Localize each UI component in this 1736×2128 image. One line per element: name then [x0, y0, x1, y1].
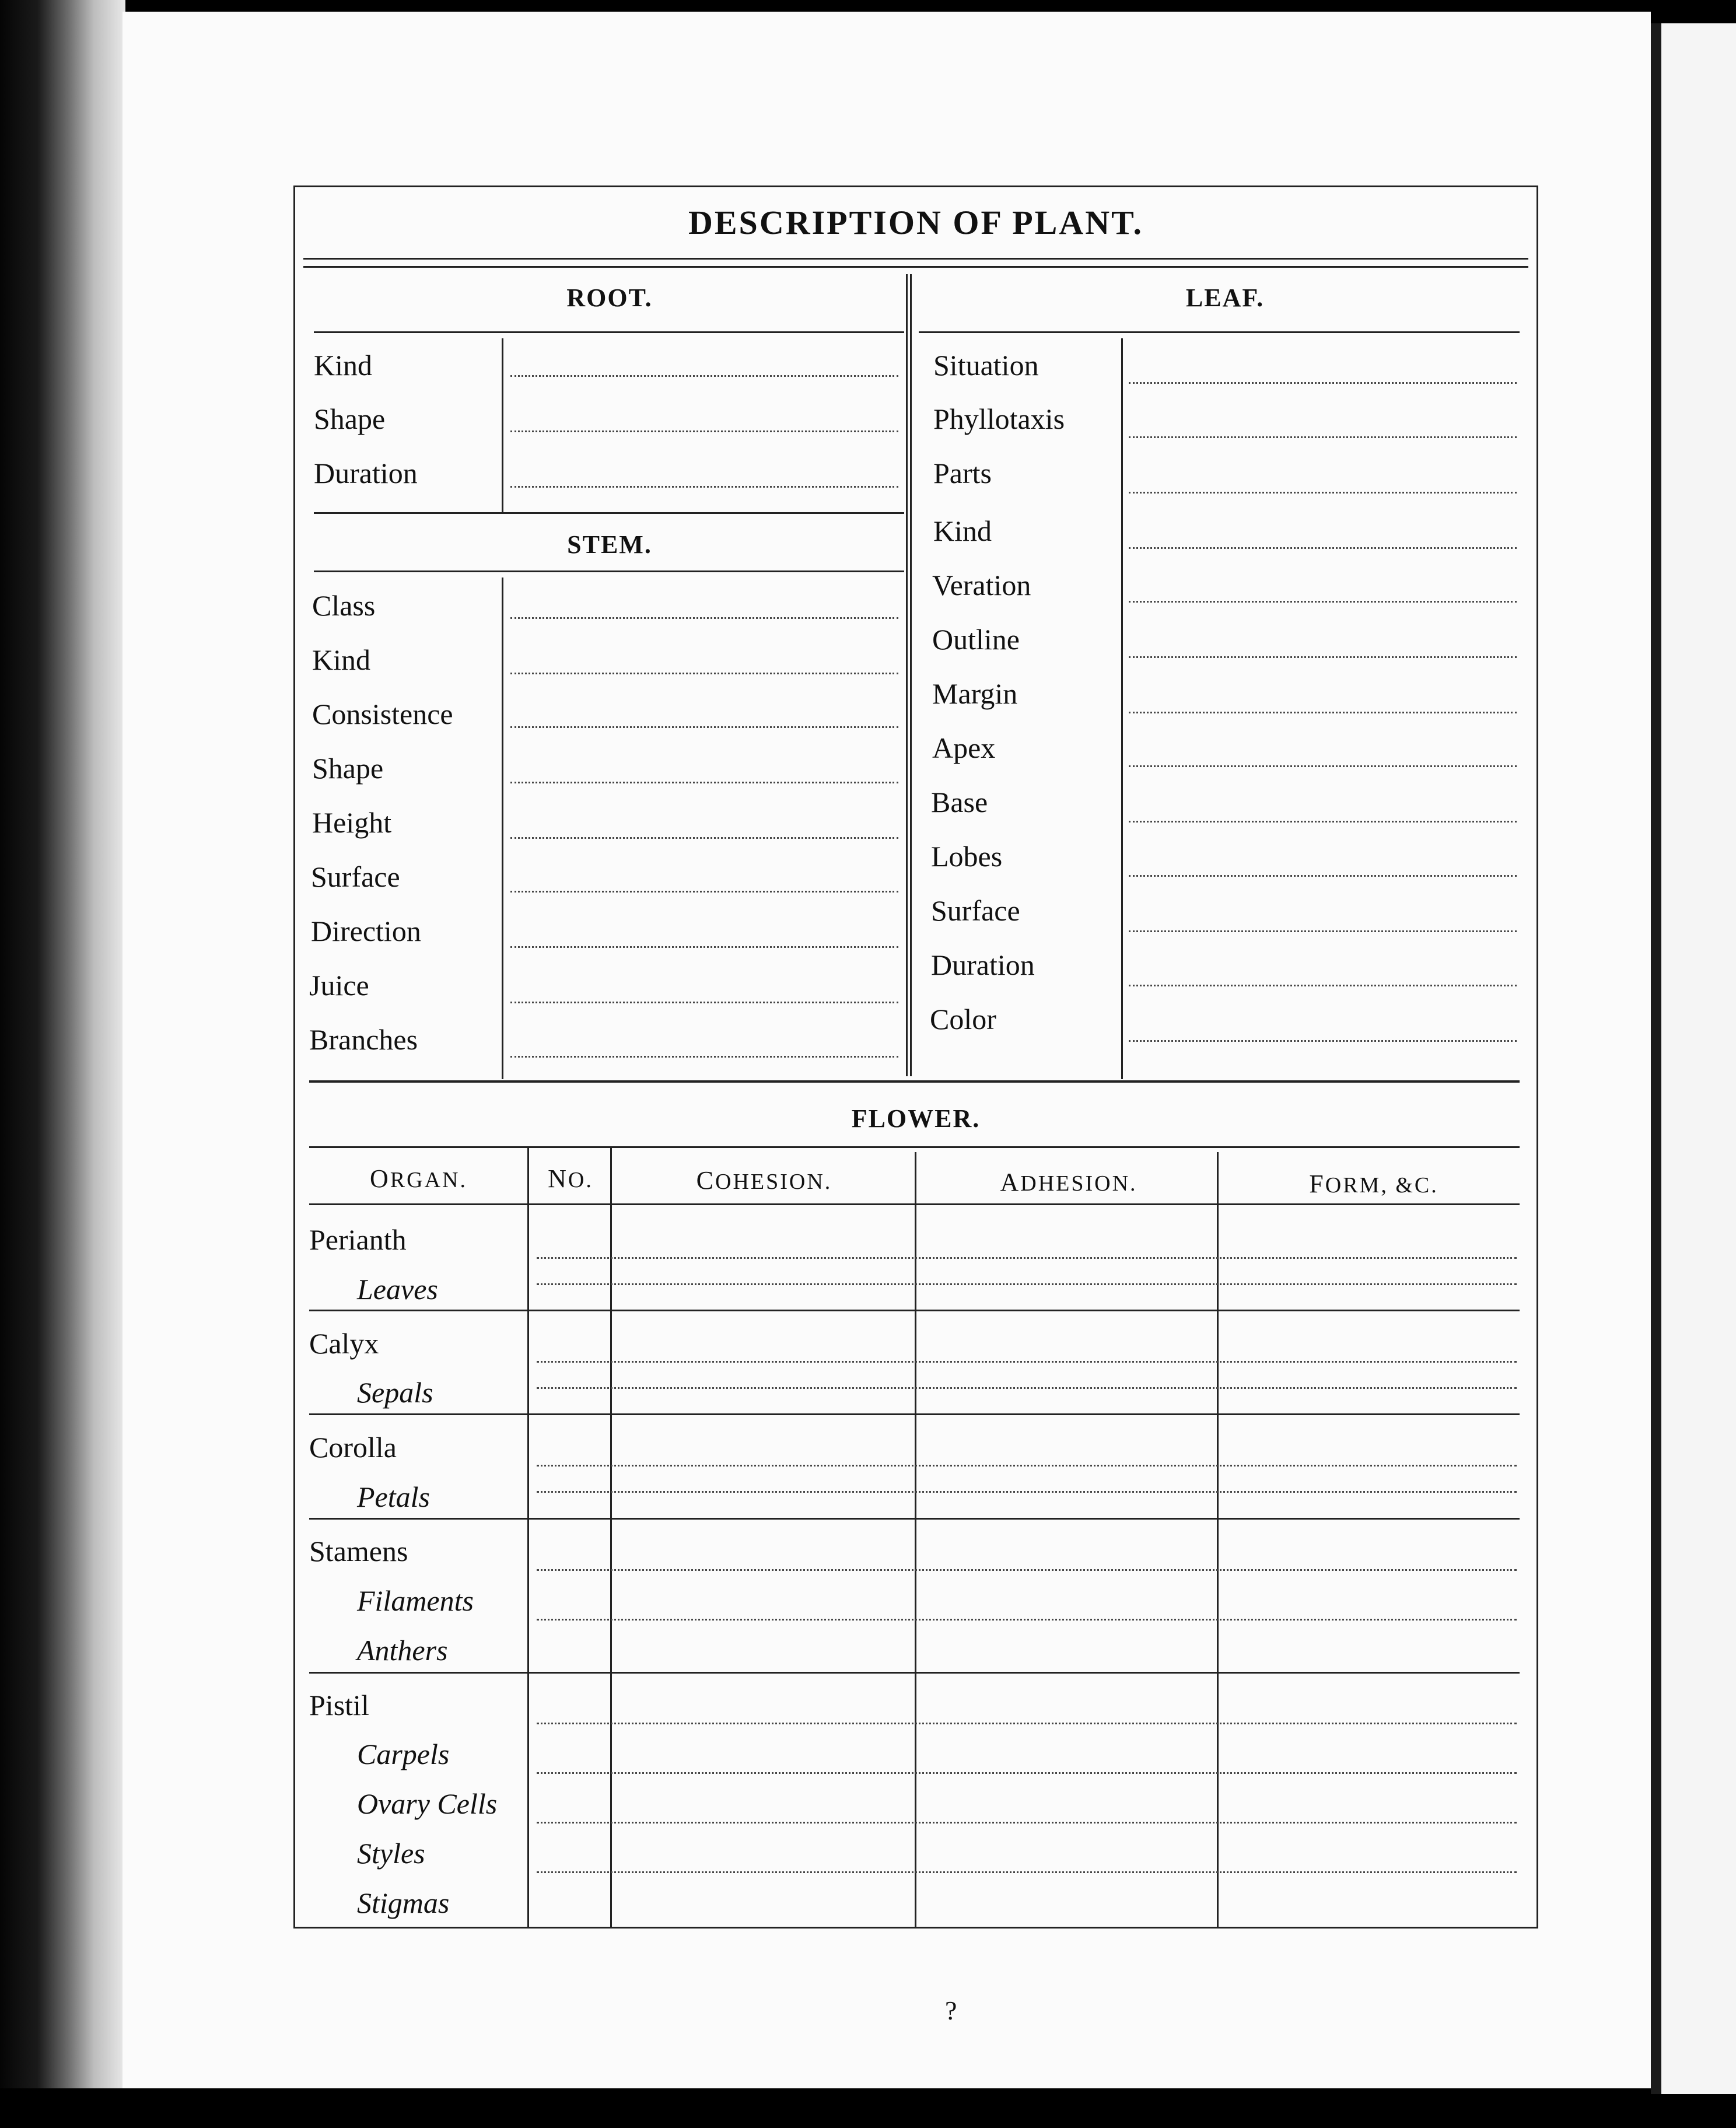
root-entry-line[interactable] [510, 486, 898, 488]
root-field-label: Shape [314, 402, 386, 435]
organ-part-label: Petals [357, 1480, 430, 1513]
stem-entry-line[interactable] [510, 673, 898, 674]
organ-group-rule [309, 1413, 1520, 1415]
stem-field-label: Direction [311, 915, 421, 947]
root-leaf-divider-2 [906, 274, 908, 1076]
cohesion-column-divider [915, 1152, 916, 1927]
flower-entry-line[interactable] [537, 1619, 1517, 1620]
root-entry-line[interactable] [510, 430, 898, 432]
leaf-field-label: Duration [931, 949, 1035, 981]
leaf-field-label: Surface [931, 894, 1020, 927]
leaf-entry-line[interactable] [1129, 492, 1517, 494]
leaf-entry-line[interactable] [1129, 875, 1517, 877]
flower-entry-line[interactable] [537, 1772, 1517, 1774]
leaf-field-label: Outline [932, 623, 1020, 656]
organ-group-rule [309, 1310, 1520, 1311]
flower-top-rule [309, 1080, 1520, 1083]
leaf-entry-line[interactable] [1129, 382, 1517, 384]
leaf-entry-line[interactable] [1129, 765, 1517, 767]
stem-entry-line[interactable] [510, 891, 898, 892]
stem-heading-rule [314, 570, 904, 572]
leaf-entry-line[interactable] [1129, 985, 1517, 986]
flower-entry-line[interactable] [537, 1723, 1517, 1724]
leaf-heading-rule [919, 331, 1520, 333]
title-rule-2 [303, 266, 1528, 268]
column-header-number: NO. [548, 1164, 593, 1193]
leaf-field-label: Base [931, 786, 988, 818]
flower-entry-line[interactable] [537, 1569, 1517, 1571]
stem-entry-line[interactable] [510, 837, 898, 839]
book-page-edges [0, 0, 125, 2088]
leaf-entry-line[interactable] [1129, 547, 1517, 549]
title-rule-1 [303, 258, 1528, 260]
leaf-entry-line[interactable] [1129, 1040, 1517, 1042]
organ-part-label: Stigmas [357, 1887, 450, 1919]
stem-field-label: Juice [309, 969, 369, 1002]
leaf-entry-line[interactable] [1129, 930, 1517, 932]
organ-part-label: Sepals [357, 1376, 433, 1409]
facing-page [1661, 23, 1736, 2094]
leaf-entry-line[interactable] [1129, 712, 1517, 713]
page-number: ? [945, 1996, 957, 2025]
organ-part-label: Leaves [357, 1273, 438, 1306]
organ-part-label: Styles [357, 1837, 425, 1870]
stem-entry-line[interactable] [510, 726, 898, 728]
root-bottom-rule [314, 512, 904, 514]
number-column-divider [610, 1146, 612, 1927]
organ-group-rule [309, 1672, 1520, 1674]
stem-field-label: Kind [312, 643, 370, 676]
form-title: DESCRIPTION OF PLANT. [688, 204, 1143, 242]
stem-field-label: Surface [311, 860, 400, 893]
leaf-field-label: Phyllotaxis [933, 402, 1065, 435]
organ-part-label: Ovary Cells [357, 1787, 498, 1820]
flower-entry-line[interactable] [537, 1465, 1517, 1466]
flower-entry-line[interactable] [537, 1822, 1517, 1824]
leaf-entry-line[interactable] [1129, 436, 1517, 438]
leaf-field-label: Parts [933, 457, 992, 489]
organ-label: Pistil [309, 1689, 369, 1721]
organ-label: Perianth [309, 1223, 407, 1256]
column-header-form: FORM, &C. [1309, 1170, 1438, 1198]
leaf-field-label: Veration [932, 569, 1031, 601]
leaf-entry-line[interactable] [1129, 821, 1517, 822]
leaf-field-label: Margin [932, 677, 1018, 710]
column-header-organ: ORGAN. [370, 1164, 467, 1193]
stem-entry-line[interactable] [510, 782, 898, 783]
leaf-field-label: Lobes [931, 840, 1003, 873]
root-leaf-divider [910, 274, 912, 1076]
organ-part-label: Filaments [357, 1584, 474, 1617]
organ-column-divider [527, 1146, 529, 1927]
flower-entry-line[interactable] [537, 1361, 1517, 1363]
leaf-field-label: Color [930, 1003, 996, 1035]
root-heading-rule [314, 331, 904, 333]
flower-header-rule [309, 1203, 1520, 1205]
root-field-label: Kind [314, 349, 372, 382]
organ-label: Calyx [309, 1327, 379, 1360]
flower-entry-line[interactable] [537, 1257, 1517, 1259]
leaf-field-label: Situation [933, 349, 1039, 382]
stem-field-label: Consistence [312, 698, 453, 730]
organ-part-label: Anthers [357, 1634, 448, 1667]
stem-entry-line[interactable] [510, 1002, 898, 1003]
root-label-divider [502, 338, 503, 513]
column-header-adhesion: ADHESION. [1000, 1168, 1138, 1196]
flower-heading: FLOWER. [851, 1104, 981, 1133]
leaf-entry-line[interactable] [1129, 656, 1517, 658]
organ-label: Stamens [309, 1535, 408, 1567]
flower-heading-rule [309, 1146, 1520, 1148]
flower-entry-line[interactable] [537, 1871, 1517, 1873]
stem-field-label: Shape [312, 752, 384, 785]
stem-field-label: Class [312, 589, 376, 622]
leaf-field-label: Kind [933, 514, 992, 547]
leaf-field-label: Apex [932, 732, 996, 764]
organ-part-label: Carpels [357, 1738, 450, 1770]
flower-entry-line[interactable] [537, 1283, 1517, 1285]
leaf-label-divider [1121, 338, 1123, 1079]
flower-entry-line[interactable] [537, 1387, 1517, 1389]
root-entry-line[interactable] [510, 375, 898, 377]
stem-heading: STEM. [567, 530, 652, 559]
adhesion-column-divider [1217, 1152, 1219, 1927]
stem-label-divider [502, 578, 503, 1079]
organ-label: Corolla [309, 1431, 397, 1464]
leaf-entry-line[interactable] [1129, 601, 1517, 603]
column-header-cohesion: COHESION. [696, 1166, 832, 1195]
stem-entry-line[interactable] [510, 946, 898, 948]
root-heading: ROOT. [566, 284, 653, 312]
stem-entry-line[interactable] [510, 617, 898, 619]
stem-field-label: Height [312, 806, 392, 839]
leaf-heading: LEAF. [1185, 284, 1265, 312]
organ-group-rule [309, 1518, 1520, 1520]
stem-field-label: Branches [309, 1023, 418, 1056]
stem-entry-line[interactable] [510, 1056, 898, 1058]
root-field-label: Duration [314, 457, 418, 489]
flower-entry-line[interactable] [537, 1491, 1517, 1493]
